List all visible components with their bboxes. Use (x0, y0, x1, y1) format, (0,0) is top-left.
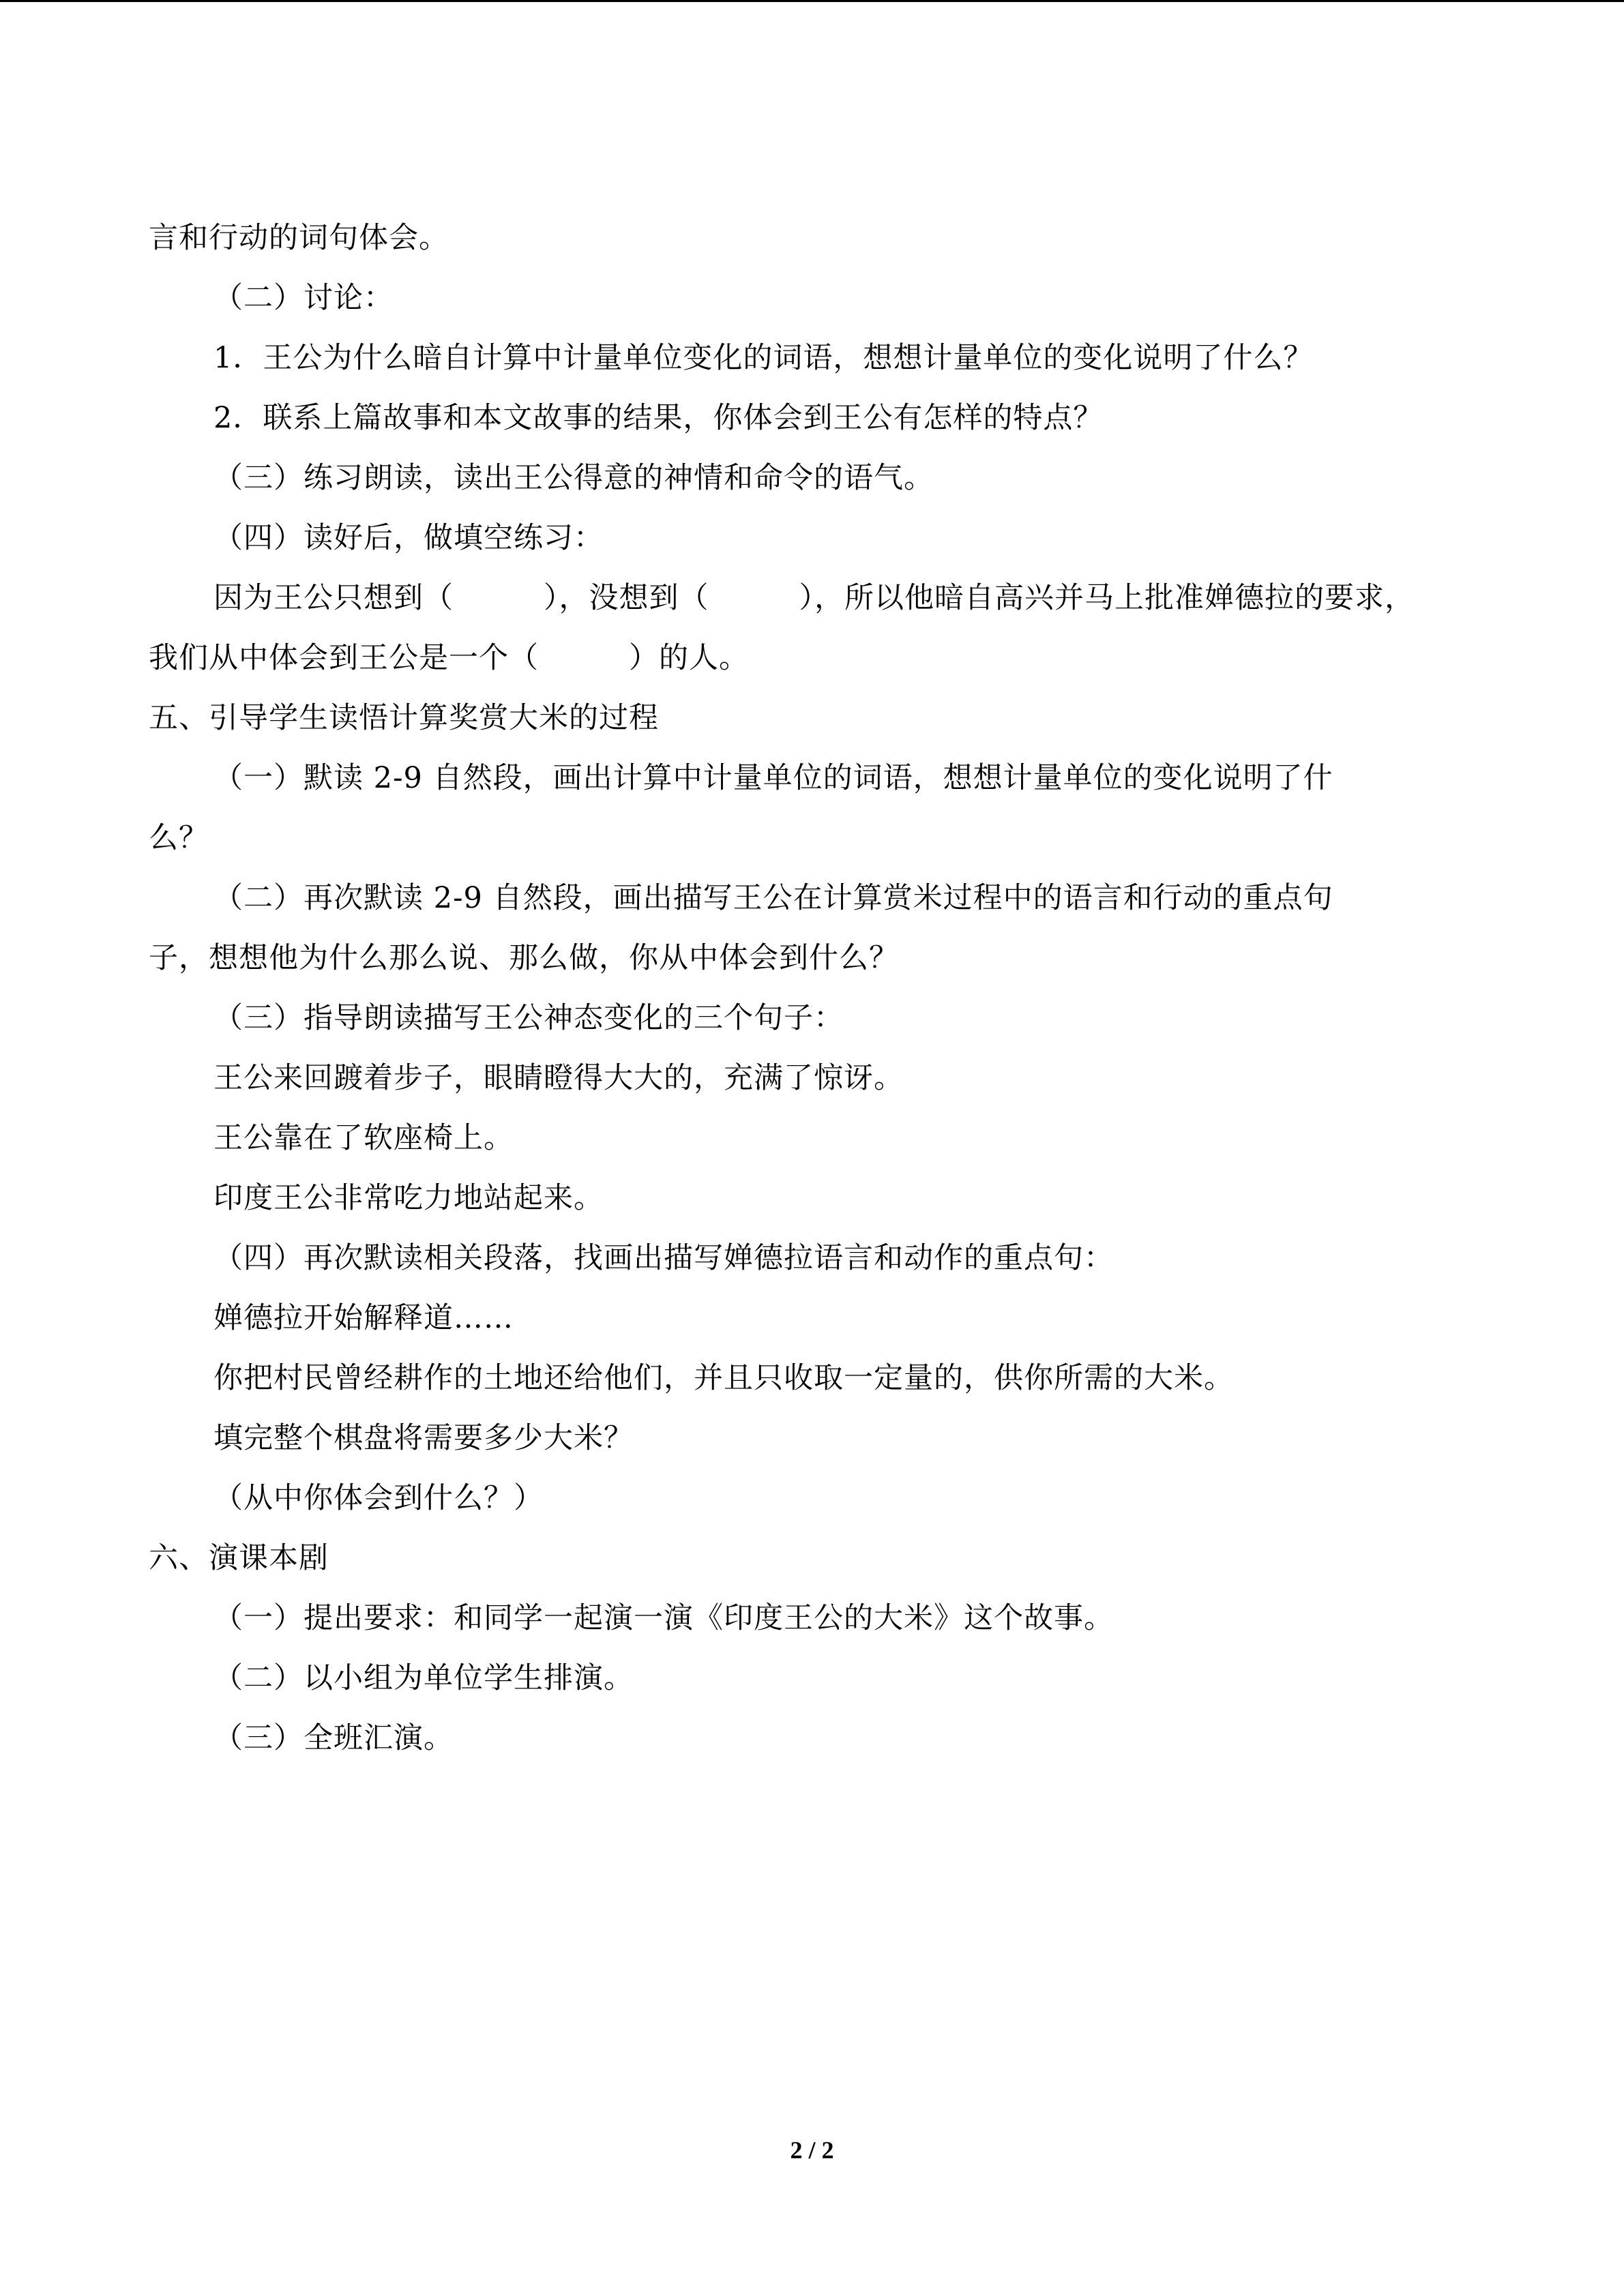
page-number: 2 / 2 (790, 2136, 834, 2164)
section-heading: 六、演课本剧 (149, 1541, 329, 1575)
text-line: 王公靠在了软座椅上。 (213, 1121, 514, 1155)
text-line: 因为王公只想到（ ），没想到（ ），所以他暗自高兴并马上批准婵德拉的要求， (213, 581, 1415, 615)
text-line: 子，想想他为什么那么说、那么做，你从中体会到什么？ (149, 941, 899, 975)
text-line: 言和行动的词句体会。 (149, 221, 449, 255)
text-line: （一）提出要求：和同学一起演一演《印度王公的大米》这个故事。 (213, 1601, 1114, 1635)
text-line: 么？ (149, 821, 209, 855)
text-line: （四）读好后，做填空练习： (213, 521, 604, 555)
section-heading: 五、引导学生读悟计算奖赏大米的过程 (149, 701, 659, 735)
text-line: 填完整个棋盘将需要多少大米？ (213, 1421, 634, 1455)
text-line: 印度王公非常吃力地站起来。 (213, 1181, 604, 1215)
text-line: 婵德拉开始解释道…… (213, 1301, 514, 1335)
text-line: （一）默读 2-9 自然段，画出计算中计量单位的词语，想想计量单位的变化说明了什 (213, 761, 1333, 795)
text-line: （三）指导朗读描写王公神态变化的三个句子： (213, 1001, 844, 1035)
text-line: 你把村民曾经耕作的土地还给他们，并且只收取一定量的，供你所需的大米。 (213, 1361, 1234, 1395)
text-line: （三）练习朗读，读出王公得意的神情和命令的语气。 (213, 461, 934, 495)
text-line: （二）再次默读 2-9 自然段，画出描写王公在计算赏米过程中的语言和行动的重点句 (213, 881, 1333, 915)
text-line: （四）再次默读相关段落，找画出描写婵德拉语言和动作的重点句： (213, 1241, 1114, 1275)
text-line: 王公来回踱着步子，眼睛瞪得大大的，充满了惊讶。 (213, 1061, 904, 1095)
text-line: （二）以小组为单位学生排演。 (213, 1661, 634, 1695)
text-line: 我们从中体会到王公是一个（ ）的人。 (149, 641, 749, 675)
text-line: （三）全班汇演。 (213, 1721, 454, 1755)
text-line: （从中你体会到什么？） (213, 1481, 544, 1515)
text-line: 2．联系上篇故事和本文故事的结果，你体会到王公有怎样的特点？ (213, 401, 1104, 435)
text-line: 1．王公为什么暗自计算中计量单位变化的词语，想想计量单位的变化说明了什么？ (213, 341, 1314, 375)
text-line: （二）讨论： (213, 281, 394, 315)
